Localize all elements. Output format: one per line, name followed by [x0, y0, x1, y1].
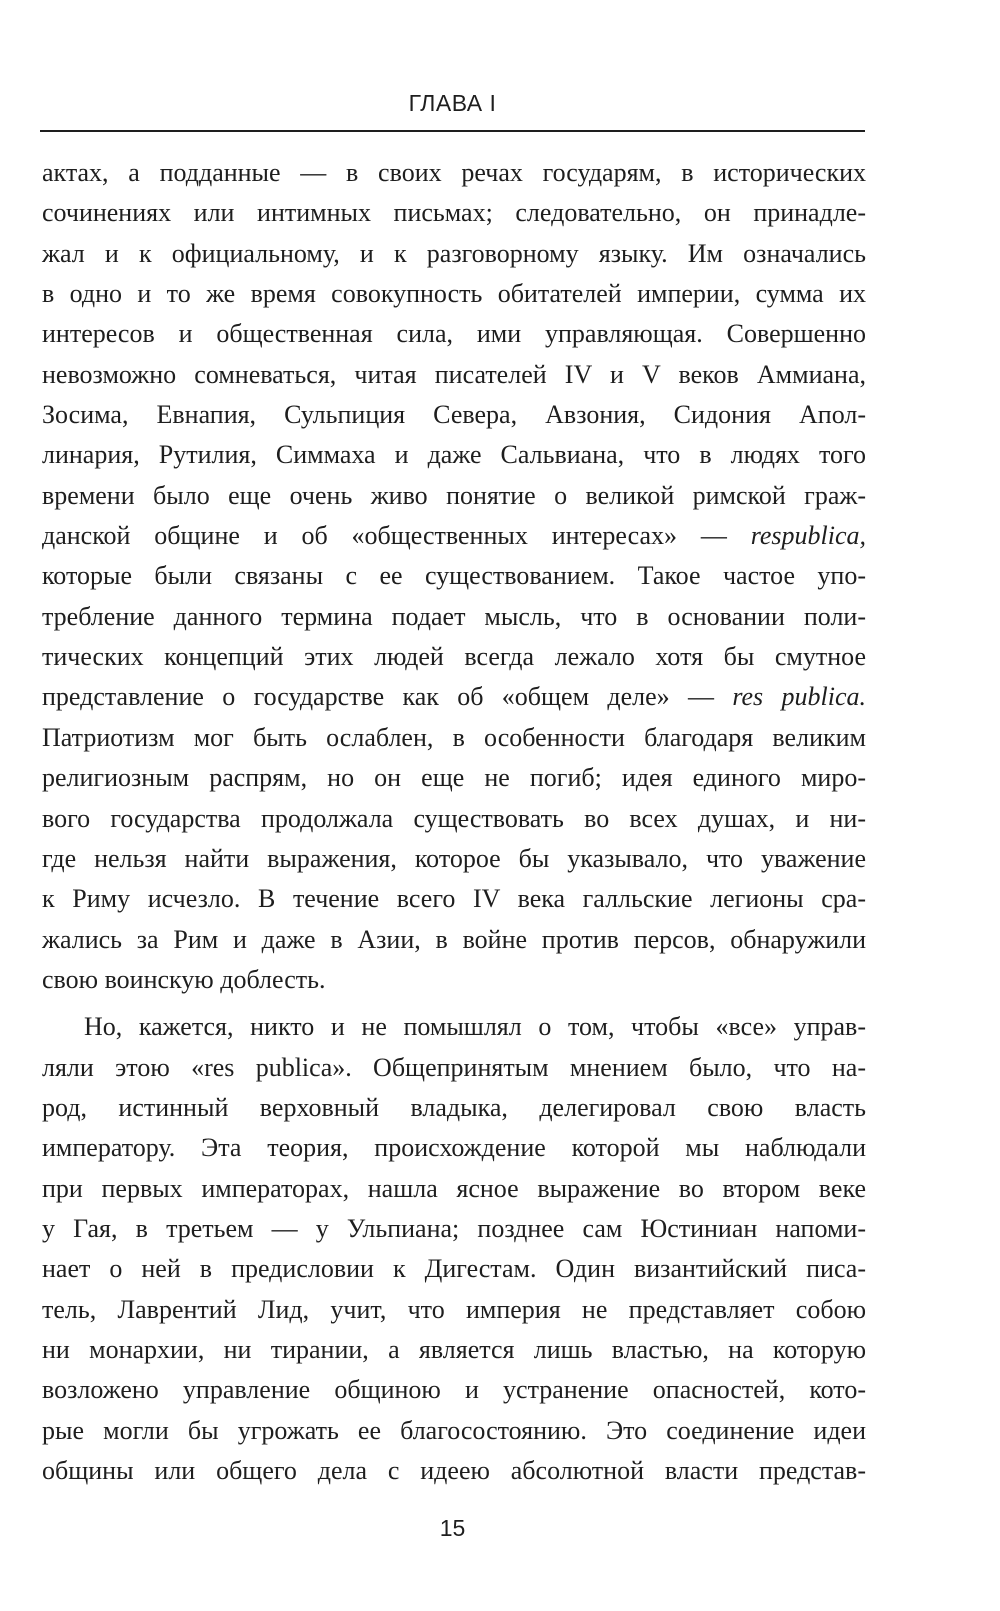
text-line: у Гая, в третьем — у Ульпиана; позднее сам Юстиниан напоми- — [42, 1213, 866, 1243]
text-line: интересов и общественная сила, ими управляющая. Совершенно — [42, 319, 866, 349]
text-line: жались за Рим и даже в Азии, в войне против персов, обнаружили — [42, 924, 866, 954]
text-line: свою воинскую доблесть. — [42, 964, 326, 994]
text-line — [42, 677, 866, 717]
header-rule — [40, 130, 865, 132]
text-line: род, истинный верховный владыка, делегировал свою власть — [42, 1092, 866, 1122]
running-head: ГЛАВА I — [408, 90, 497, 116]
text-line: вого государства продолжала существовать во всех душах, и ни- — [42, 803, 866, 833]
text-line: требление данного термина подает мысль, что в основании поли- — [42, 601, 866, 631]
text-line: тических концепций этих людей всегда лежало хотя бы смутное — [42, 642, 866, 672]
paragraph-gap — [42, 1000, 866, 1007]
text-line: времени было еще очень живо понятие о великой римской граж- — [42, 480, 866, 510]
text-line: жал и к официальному, и к разговорному языку. Им означались — [42, 238, 866, 268]
text-line: в одно и то же время совокупность обитателей империи, сумма их — [42, 279, 866, 309]
text-line: невозможно сомневаться, читая писателей IV и V веков Аммиана, — [42, 359, 866, 389]
text-line: которые были связаны с ее существованием. Такое частое упо- — [42, 561, 866, 591]
text-line: ляли этою «res publica». Общепринятым мнением было, что на- — [42, 1052, 866, 1082]
text-line — [42, 516, 866, 556]
text-line-part: представление о государстве как об «общем деле» — — [42, 682, 715, 712]
text-line: сочинениях или интимных письмах; следовательно, он принадле- — [42, 198, 866, 228]
text-line: возложено управление общиною и устранение опасностей, кото- — [42, 1375, 866, 1405]
text-line: линария, Рутилия, Симмаха и даже Сальвиана, что в людях того — [42, 440, 866, 470]
text-line: тель, Лаврентий Лид, учит, что империя не представляет собою — [42, 1294, 866, 1324]
italic-term: res publica. — [732, 682, 866, 712]
page-number: 15 — [439, 1515, 466, 1541]
text-line: Но, кажется, никто и не помышлял о том, чтобы «все» управ- — [84, 1012, 866, 1042]
italic-term: respublica, — [750, 521, 867, 551]
text-line: ни монархии, ни тирании, а является лишь властью, на которую — [42, 1334, 866, 1364]
text-line: при первых императорах, нашла ясное выражение во втором веке — [42, 1173, 866, 1203]
text-line-part: данской общине и об «общественных интересах» — — [42, 521, 727, 551]
text-line: императору. Эта теория, происхождение которой мы наблюдали — [42, 1133, 866, 1163]
text-line: актах, а подданные — в своих речах государям, в исторических — [42, 158, 866, 187]
text-line: религиозным распрям, но он еще не погиб; идея единого миро- — [42, 763, 866, 793]
text-line: где нельзя найти выражения, которое бы указывало, что уважение — [42, 843, 866, 873]
body-text — [42, 153, 866, 1491]
paragraph-2 — [42, 1007, 866, 1491]
text-line: нает о ней в предисловии к Дигестам. Один византийский писа- — [42, 1254, 866, 1284]
text-line: Зосима, Евнапия, Сульпиция Севера, Авзония, Сидония Апол- — [42, 400, 866, 430]
text-line: общины или общего дела с идеею абсолютной власти представ- — [42, 1456, 866, 1485]
paragraph-1 — [42, 153, 866, 1000]
text-line: рые могли бы угрожать ее благосостоянию. Это соединение идеи — [42, 1415, 866, 1445]
text-line: Патриотизм мог быть ослаблен, в особенности благодаря великим — [42, 722, 866, 752]
text-line: к Риму исчезло. В течение всего IV века галльские легионы сра- — [42, 884, 866, 914]
